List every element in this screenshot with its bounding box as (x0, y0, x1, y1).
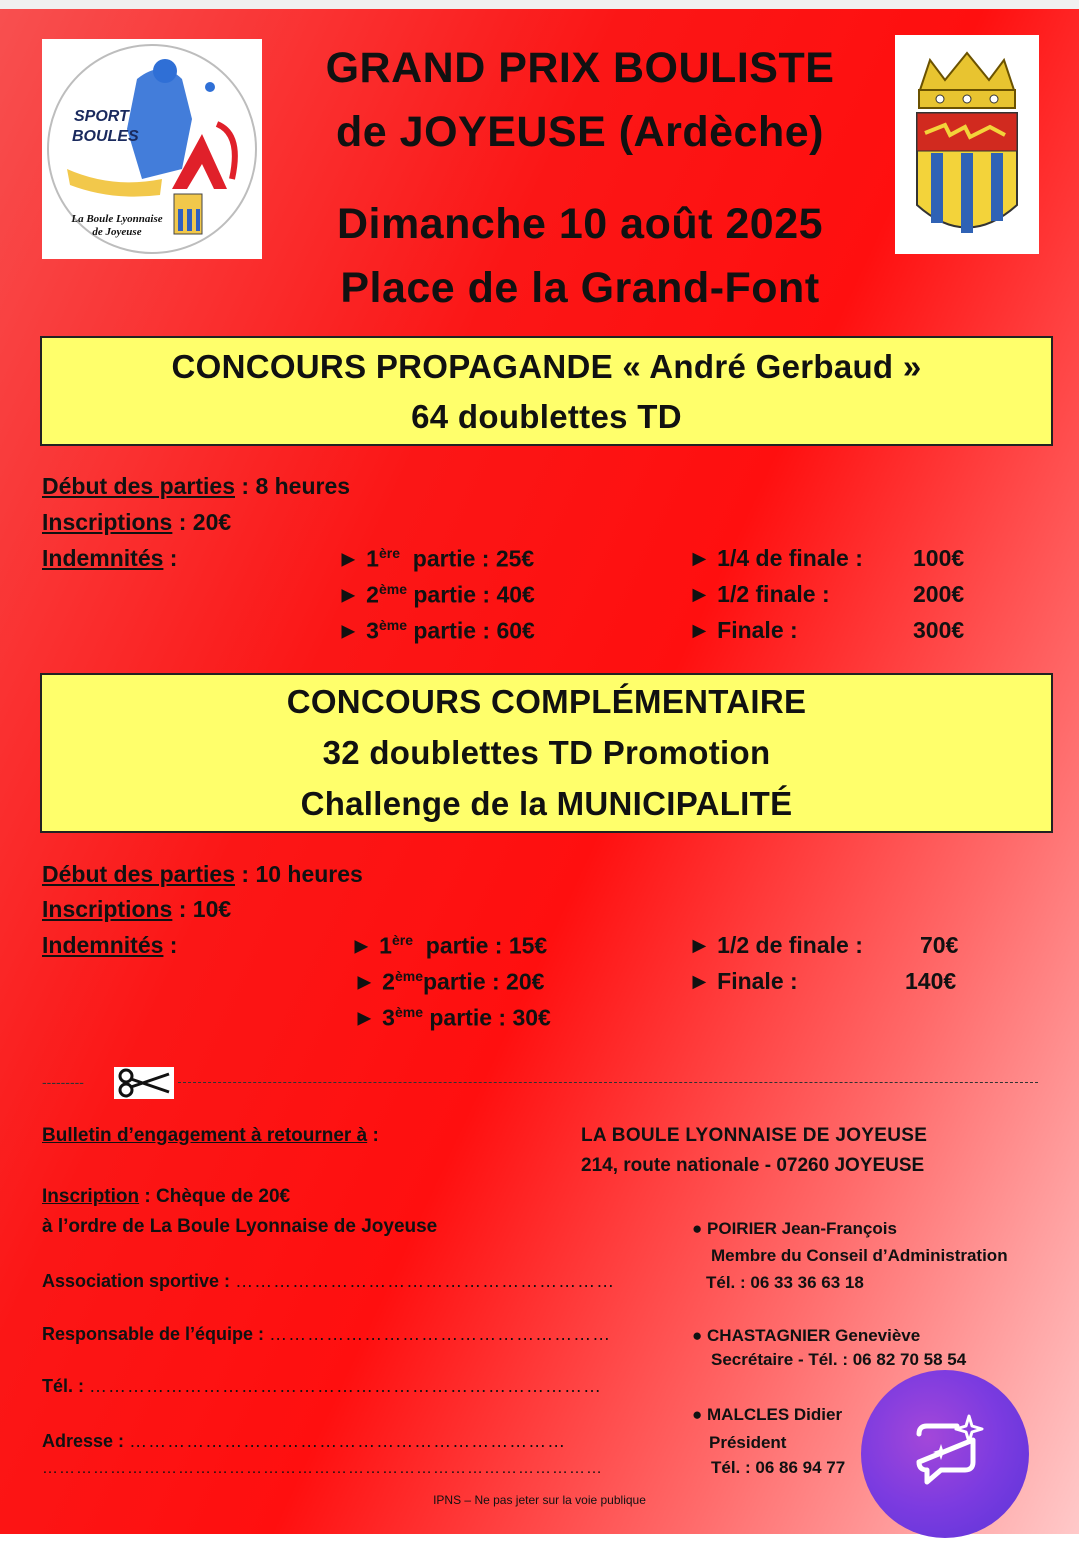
final-label: Finale : (717, 617, 798, 643)
ordre-line: à l’ordre de La Boule Lyonnaise de Joyeuse (42, 1216, 438, 1237)
event-date: Dimanche 10 août 2025 (336, 200, 824, 248)
field-label: Tél. : (42, 1376, 85, 1396)
logo-club-line2: de Joyeuse (92, 226, 142, 238)
concours1-final-3 (688, 617, 798, 644)
field-dots: ……………………………………………………………………… (89, 1376, 603, 1396)
prize-text: partie : 60€ (406, 617, 535, 644)
prize-num: 3 (366, 617, 379, 644)
concours2-debut-label: Début des parties (42, 861, 235, 887)
logo-text-sport: SPORT (74, 108, 129, 125)
concours1-inscriptions-label: Inscriptions (42, 509, 173, 535)
field-dots: …………………………………………………… (235, 1271, 616, 1291)
concours1-box (40, 336, 1053, 446)
concours1-debut (42, 473, 350, 500)
contact-3-name (692, 1405, 842, 1425)
cut-line-left: --------- (42, 1074, 84, 1090)
prize-num: 2 (382, 968, 395, 995)
arrow-icon: ► (688, 545, 711, 571)
contact-name: MALCLES Didier (707, 1405, 843, 1424)
field-label: Responsable de l’équipe : (42, 1324, 265, 1344)
concours2-title-line3: Challenge de la MUNICIPALITÉ (300, 785, 793, 822)
contact-2-role: Secrétaire - Tél. : 06 82 70 58 54 (711, 1350, 967, 1369)
logo-text-boules: BOULES (72, 128, 139, 145)
arrow-icon: ► (350, 932, 373, 959)
prize-text: partie : 40€ (406, 581, 535, 608)
arrow-icon: ► (353, 968, 376, 995)
concours2-debut-value: : 10 heures (235, 861, 363, 887)
club-name: LA BOULE LYONNAISE DE JOYEUSE (581, 1125, 928, 1146)
arrow-icon: ► (688, 617, 711, 643)
concours2-final-2-value: 140€ (905, 968, 957, 994)
prize-num: 1 (366, 545, 379, 572)
concours2-inscriptions (42, 896, 231, 923)
prize-sup: ème (394, 968, 423, 984)
arrow-icon: ► (337, 581, 360, 608)
concours2-final-2 (688, 968, 798, 995)
field-association[interactable] (42, 1271, 615, 1292)
field-adresse[interactable] (42, 1431, 566, 1452)
concours1-final-1 (688, 545, 863, 572)
concours1-title-line2: 64 doublettes TD (411, 398, 682, 435)
prize-num: 1 (379, 932, 392, 959)
final-label: 1/2 de finale : (717, 932, 863, 958)
contact-3-tel: Tél. : 06 86 94 77 (711, 1458, 846, 1477)
prize-num: 3 (382, 1004, 395, 1031)
field-dots: ……………………………………………… (269, 1324, 612, 1344)
prize-text: partie : 20€ (422, 968, 545, 995)
footer-ipns: IPNS – Ne pas jeter sur la voie publique (433, 1493, 646, 1507)
inscription-label: Inscription (42, 1186, 140, 1207)
concours2-debut (42, 861, 363, 888)
event-place: Place de la Grand-Font (340, 264, 820, 312)
prize-sup: ème (378, 617, 407, 633)
arrow-icon: ► (688, 968, 711, 994)
inscription-value: : Chèque de 20€ (139, 1186, 291, 1207)
bullet-icon: ● (692, 1326, 703, 1345)
prize-text: partie : 25€ (399, 545, 535, 572)
concours1-final-3-value: 300€ (913, 617, 965, 643)
concours2-prize-1 (350, 932, 547, 960)
inscription-line (42, 1186, 290, 1208)
concours1-indemnites-colon: : (163, 545, 178, 571)
cut-line-right (178, 1082, 1038, 1083)
concours2-inscriptions-value: : 10€ (172, 896, 232, 922)
ai-chat-sparkle-icon (861, 1370, 1029, 1538)
arrow-icon: ► (688, 932, 711, 958)
concours1-final-2-value: 200€ (913, 581, 965, 607)
field-tel[interactable] (42, 1376, 602, 1397)
contact-1-name (692, 1219, 897, 1239)
concours1-debut-value: : 8 heures (235, 473, 351, 499)
contact-1-tel: Tél. : 06 33 36 63 18 (706, 1273, 864, 1292)
contact-name: CHASTAGNIER Geneviève (707, 1326, 921, 1345)
concours1-final-1-value: 100€ (913, 545, 965, 571)
bullet-icon: ● (692, 1405, 703, 1424)
prize-sup: ème (394, 1004, 423, 1020)
arrow-icon: ► (337, 545, 360, 572)
concours1-inscriptions (42, 509, 231, 536)
concours2-box (40, 673, 1053, 833)
contact-name: POIRIER Jean-François (707, 1219, 897, 1238)
field-responsable[interactable] (42, 1324, 611, 1345)
concours2-indemnites-label: Indemnités (42, 932, 164, 958)
coat-of-arms (895, 35, 1039, 254)
concours2-final-1-value: 70€ (920, 932, 959, 958)
concours1-prize-2 (337, 581, 535, 609)
logo-club-line1: La Boule Lyonnaise (71, 213, 163, 225)
contact-3-role: Président (709, 1433, 787, 1452)
prize-text: partie : 15€ (412, 932, 548, 959)
concours1-indemnites (42, 545, 177, 572)
prize-sup: ère (378, 545, 400, 561)
contact-2-name (692, 1326, 920, 1346)
concours2-title-line1: CONCOURS COMPLÉMENTAIRE (286, 683, 807, 720)
concours2-indemnites-colon: : (163, 932, 178, 958)
prize-sup: ème (378, 581, 407, 597)
top-strip (0, 0, 1079, 9)
bulletin-return (42, 1125, 379, 1147)
concours2-inscriptions-label: Inscriptions (42, 896, 173, 922)
concours1-inscriptions-value: : 20€ (172, 509, 232, 535)
ai-assistant-button[interactable] (861, 1370, 1029, 1538)
prize-num: 2 (366, 581, 379, 608)
concours2-indemnites (42, 932, 177, 959)
contact-1-role: Membre du Conseil d’Administration (711, 1246, 1008, 1265)
bullet-icon: ● (692, 1219, 703, 1238)
final-label: Finale : (717, 968, 798, 994)
title-line2: de JOYEUSE (Ardèche) (336, 108, 824, 156)
concours1-final-2 (688, 581, 830, 608)
concours1-prize-3 (337, 617, 535, 645)
final-label: 1/4 de finale : (717, 545, 863, 571)
concours1-indemnites-label: Indemnités (42, 545, 164, 571)
bulletin-return-label: Bulletin d’engagement à retourner à (42, 1125, 368, 1146)
scissors-icon (114, 1067, 174, 1099)
concours2-title-line2: 32 doublettes TD Promotion (322, 734, 771, 771)
club-address: 214, route nationale - 07260 JOYEUSE (581, 1155, 925, 1176)
concours2-final-1 (688, 932, 863, 959)
arrow-icon: ► (688, 581, 711, 607)
prize-sup: ère (391, 932, 413, 948)
arrow-icon: ► (353, 1004, 376, 1031)
concours1-prize-1 (337, 545, 534, 573)
final-label: 1/2 finale : (717, 581, 830, 607)
club-logo-art (42, 39, 262, 259)
field-label: Association sportive : (42, 1271, 231, 1291)
prize-text: partie : 30€ (422, 1004, 551, 1031)
bulletin-return-colon: : (367, 1125, 379, 1146)
field-adresse-extra[interactable]: ……………………………………………………………………………………… (42, 1460, 603, 1477)
arrow-icon: ► (337, 617, 360, 644)
coat-of-arms-art (895, 35, 1039, 254)
club-logo (42, 39, 262, 259)
concours1-debut-label: Début des parties (42, 473, 235, 499)
title-line1: GRAND PRIX BOULISTE (325, 44, 835, 92)
field-label: Adresse : (42, 1431, 125, 1451)
field-dots: …………………………………………………………… (129, 1431, 567, 1451)
concours1-title-line1: CONCOURS PROPAGANDE « André Gerbaud » (171, 348, 922, 385)
concours2-prize-2 (353, 968, 544, 996)
concours2-prize-3 (353, 1004, 551, 1032)
